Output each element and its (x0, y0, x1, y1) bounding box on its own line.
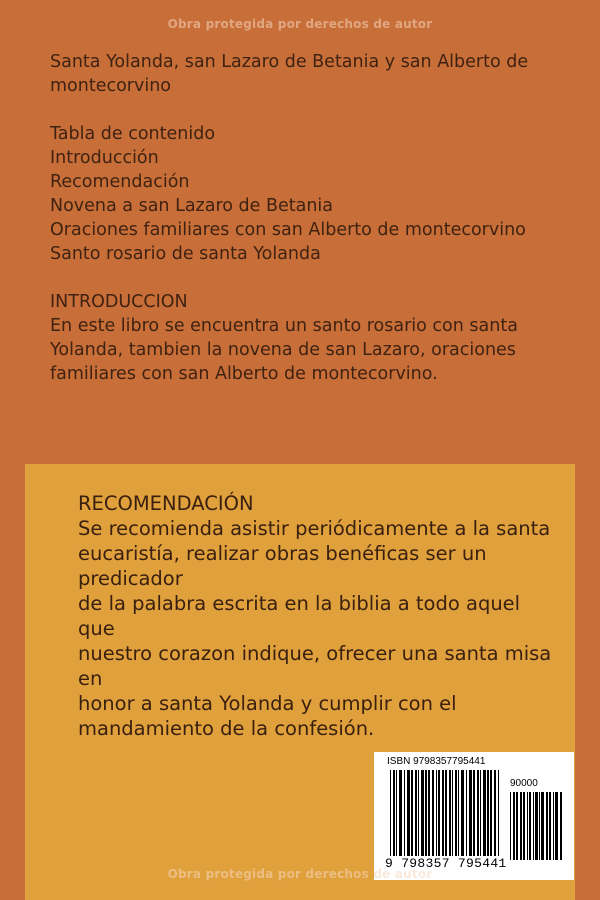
barcode-bar (399, 770, 402, 856)
intro-heading: INTRODUCCION (50, 292, 188, 312)
barcode-bar (523, 792, 525, 860)
recommendation-text (78, 491, 558, 741)
barcode-bar (425, 770, 427, 856)
barcode-bar (510, 792, 511, 860)
recommendation-line: Se recomienda asistir periódicamente a la santa (78, 517, 551, 540)
barcode-bar (428, 770, 430, 856)
recommendation-heading: RECOMENDACIÓN (78, 492, 254, 515)
barcode-bar (415, 770, 417, 856)
copyright-watermark-top: Obra protegida por derechos de autor (167, 17, 433, 31)
barcode-bar (418, 770, 419, 856)
toc-item: Oraciones familiares con san Alberto de montecorvino (50, 220, 526, 240)
ean-bars (390, 770, 499, 856)
recommendation-line: nuestro corazon indique, ofrecer una santa misa en (78, 642, 552, 690)
toc-item: Recomendación (50, 172, 190, 192)
barcode-bar (436, 770, 437, 856)
recommendation-line: eucaristía, realizar obras benéficas ser un predicador (78, 542, 487, 590)
back-cover-upper-text (50, 50, 570, 386)
barcode-bar (445, 770, 447, 856)
barcode-bar (498, 770, 499, 856)
barcode-bar (432, 770, 434, 856)
barcode-bar (452, 770, 453, 856)
barcode-bar (546, 792, 548, 860)
barcode-bar (473, 770, 475, 856)
barcode-bar (490, 770, 492, 856)
barcode-bar (393, 770, 395, 856)
toc-item: Tabla de contenido (50, 124, 216, 144)
barcode-bar (494, 770, 496, 856)
barcode-bar (404, 770, 405, 856)
toc-item: Novena a san Lazaro de Betania (50, 196, 334, 216)
barcode-bar (461, 770, 464, 856)
price-code: 90000 (510, 778, 538, 789)
barcode-bar (533, 792, 534, 860)
barcode-bar (455, 770, 457, 856)
toc-item: Introducción (50, 148, 159, 168)
isbn-barcode (374, 752, 574, 880)
intro-line: familiares con san Alberto de montecorvino. (50, 364, 438, 384)
barcode-bar (529, 792, 531, 860)
barcode-bar (480, 770, 481, 856)
title-line-1: Santa Yolanda, san Lazaro de Betania y san Alberto de (50, 52, 529, 72)
barcode-bar (513, 792, 515, 860)
barcode-bar (549, 792, 551, 860)
recommendation-line: mandamiento de la confesión. (78, 717, 375, 740)
addon-bars (510, 792, 562, 860)
barcode-bar (487, 770, 489, 856)
barcode-bar (553, 792, 554, 860)
intro-line: En este libro se encuentra un santo rosario con santa (50, 316, 518, 336)
title-line-2: montecorvino (50, 76, 172, 96)
barcode-bar (396, 770, 397, 856)
barcode-bar (466, 770, 467, 856)
barcode-bar (458, 770, 459, 856)
barcode-bar (541, 792, 544, 860)
isbn-label: ISBN 9798357795441 (387, 756, 486, 767)
barcode-bar (469, 770, 472, 856)
recommendation-line: de la palabra escrita en la biblia a todo aquel que (78, 592, 521, 640)
barcode-bar (438, 770, 440, 856)
barcode-bar (516, 792, 518, 860)
toc-item: Santo rosario de santa Yolanda (50, 244, 321, 264)
barcode-bar (483, 770, 486, 856)
barcode-bar (560, 792, 562, 860)
barcode-bar (520, 792, 522, 860)
recommendation-line: honor a santa Yolanda y cumplir con el (78, 692, 457, 715)
barcode-bar (390, 770, 391, 856)
barcode-bar (527, 792, 528, 860)
barcode-bar (411, 770, 413, 856)
intro-line: Yolanda, tambien la novena de san Lazaro, oraciones (50, 340, 516, 360)
barcode-bar (539, 792, 540, 860)
barcode-bar (442, 770, 444, 856)
barcode-bar (477, 770, 479, 856)
barcode-bar (535, 792, 538, 860)
barcode-bar (449, 770, 451, 856)
isbn-digits: 9 798357 795441 (385, 856, 507, 871)
barcode-bar (407, 770, 410, 856)
barcode-bar (555, 792, 558, 860)
copyright-watermark-bottom: Obra protegida por derechos de autor (167, 867, 433, 881)
barcode-bar (421, 770, 424, 856)
